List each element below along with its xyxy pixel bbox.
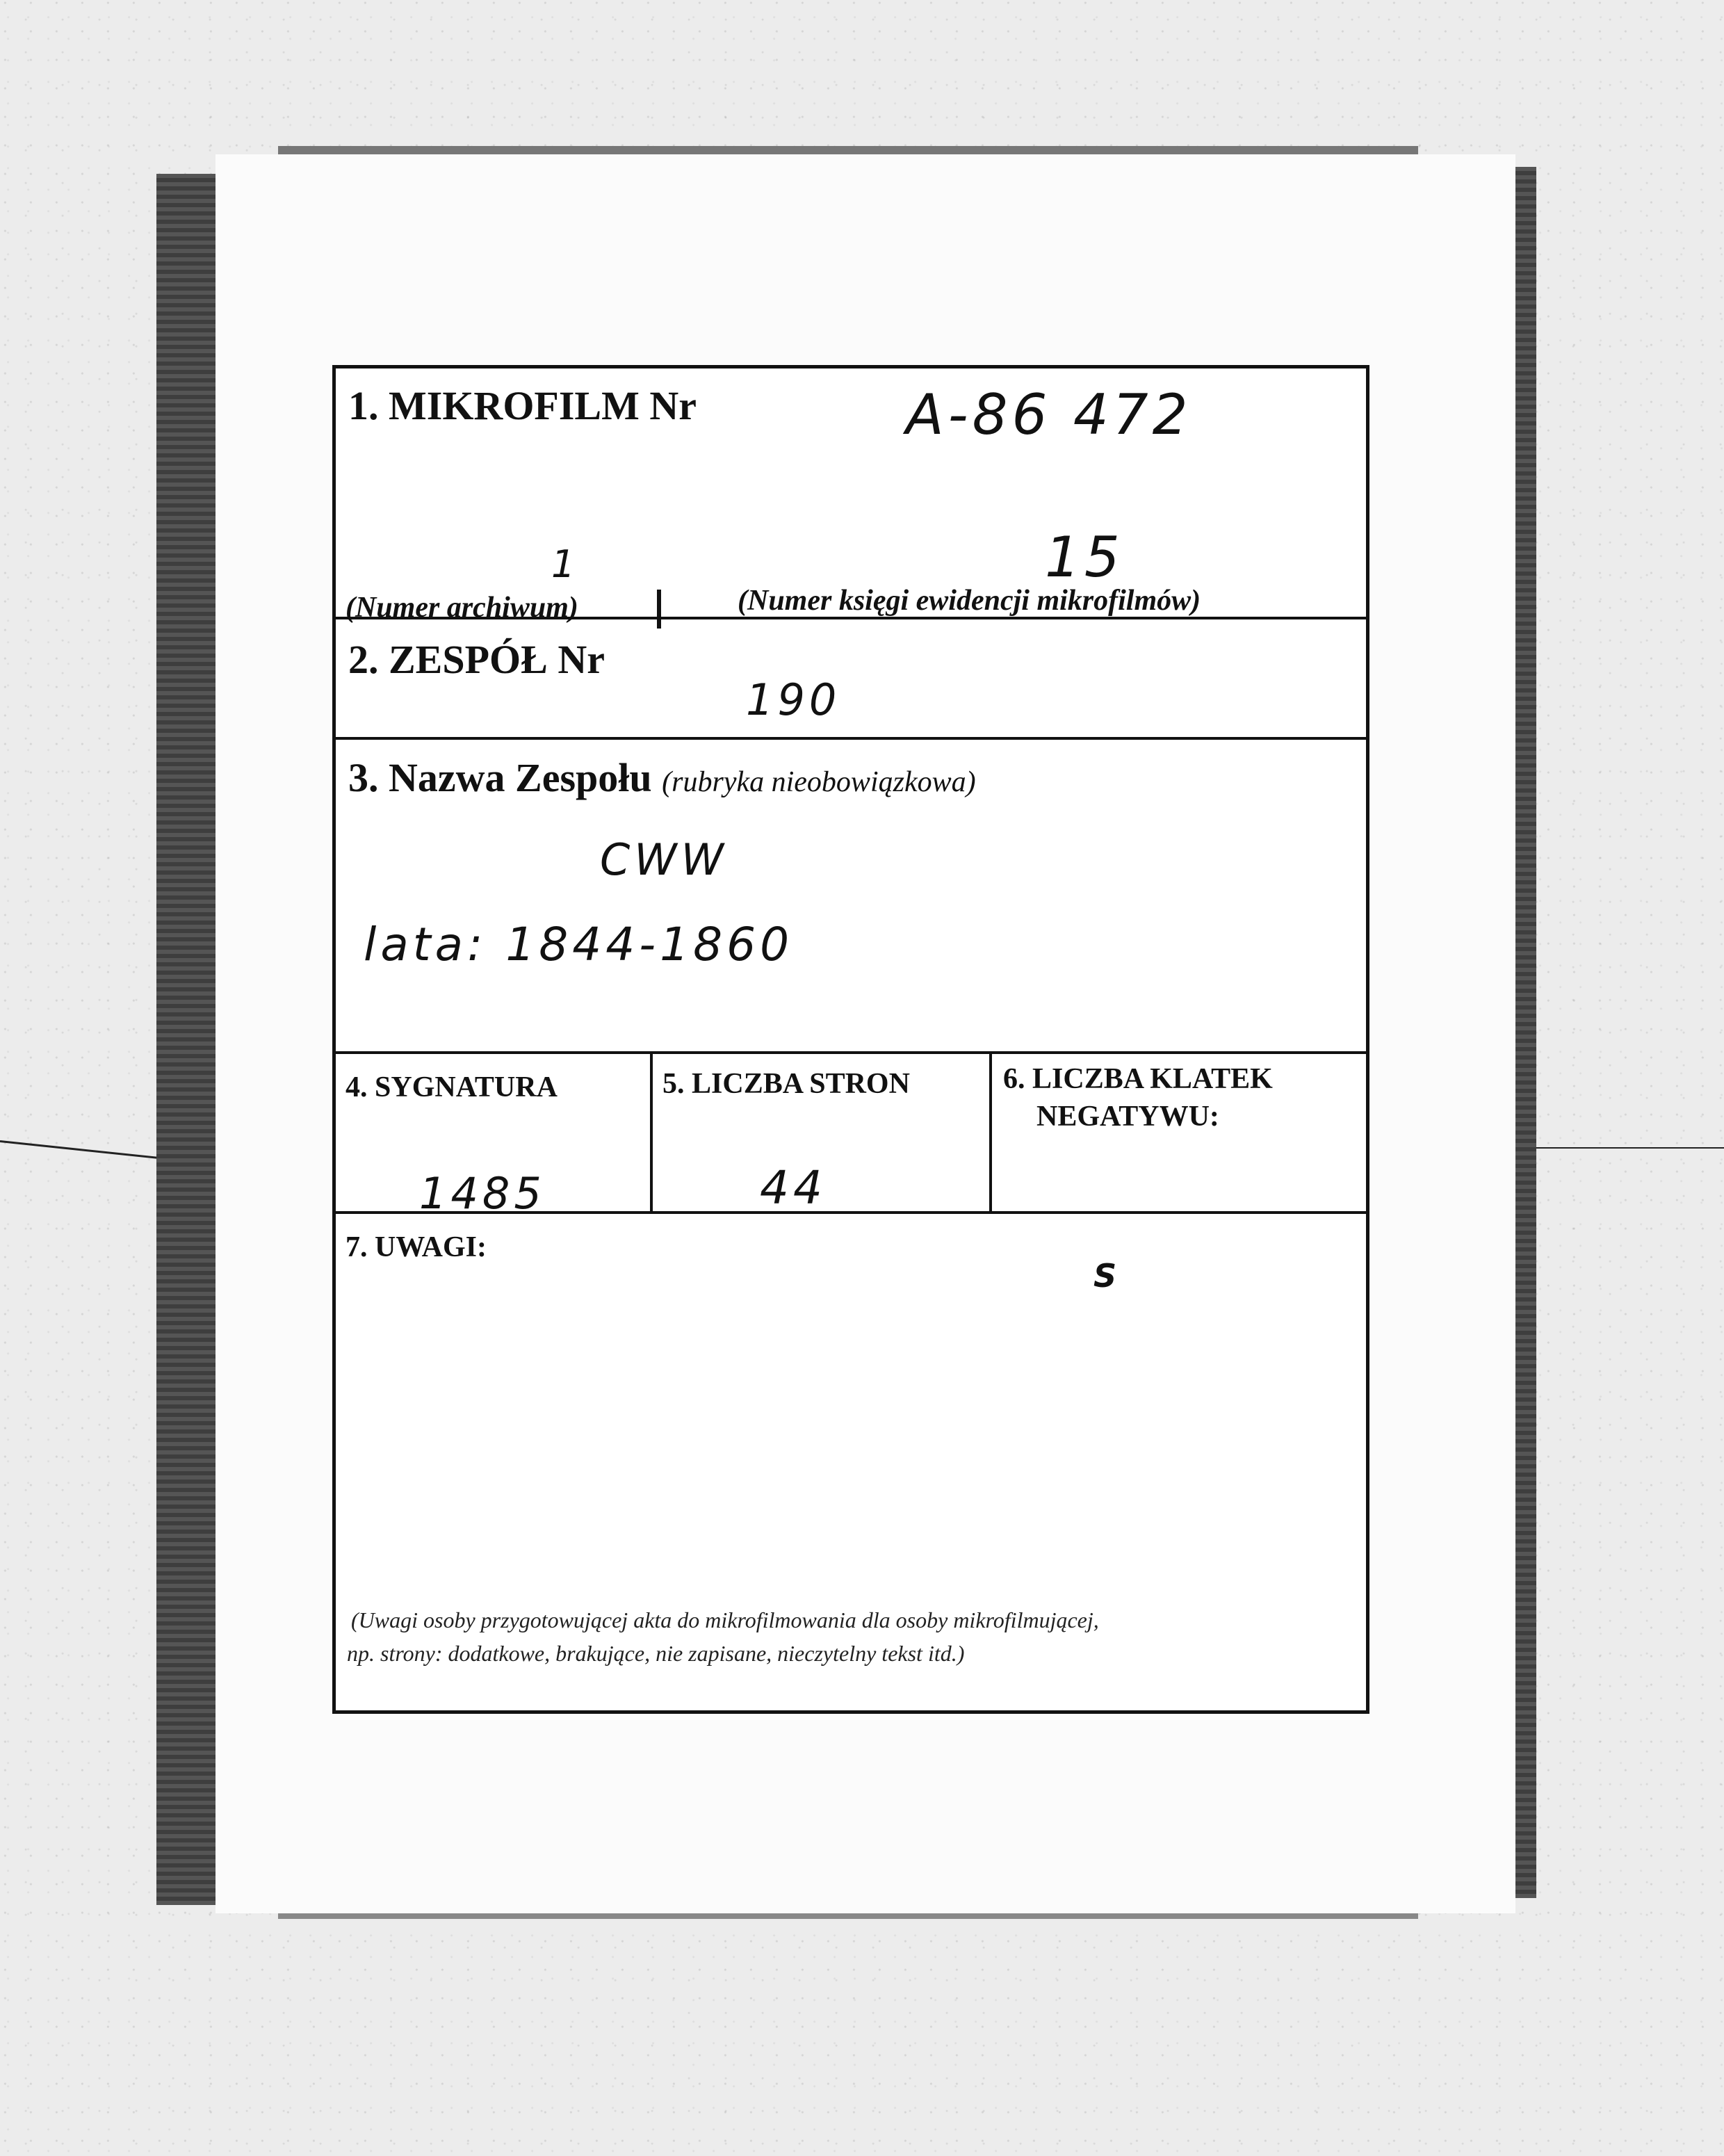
f6-label-line1: 6. LICZBA KLATEK <box>1003 1063 1273 1095</box>
f4-value-handwritten: 1485 <box>419 1168 546 1219</box>
f1-archive-number-handwritten: 1 <box>551 542 580 586</box>
f1-registry-caption: (Numer księgi ewidencji mikrofilmów) <box>738 585 1201 617</box>
microfilm-card <box>332 365 1369 1714</box>
f3-label-text: 3. Nazwa Zespołu <box>348 755 652 800</box>
f1-archive-number-caption: (Numer archiwum) <box>345 592 578 624</box>
film-strip-top <box>278 146 1418 154</box>
f3-label-note: (rubryka nieobowiązkowa) <box>662 766 976 798</box>
f3-label <box>348 754 976 801</box>
f3-years-handwritten: lata: 1844-1860 <box>364 918 794 971</box>
divider-4 <box>336 1211 1366 1214</box>
f5-value-handwritten: 44 <box>760 1161 827 1215</box>
divider-3 <box>336 1051 1366 1054</box>
f1-microfilm-number-handwritten: A-86 472 <box>906 382 1192 447</box>
f2-label: 2. ZESPÓŁ Nr <box>348 637 605 682</box>
f1-registry-number-handwritten: 15 <box>1045 525 1124 590</box>
caption-separator <box>657 590 661 629</box>
divider-5-6 <box>989 1051 992 1213</box>
f4-label: 4. SYGNATURA <box>345 1071 558 1103</box>
film-strip-left <box>156 174 218 1905</box>
f7-footer-line2: np. strony: dodatkowe, brakujące, nie zapisane, nieczytelny tekst itd.) <box>347 1641 965 1666</box>
f2-value-handwritten: 190 <box>746 674 841 725</box>
divider-1 <box>336 617 1366 619</box>
f7-footer-line1: (Uwagi osoby przygotowującej akta do mikrofilmowania dla osoby mikrofilmującej, <box>351 1607 1099 1632</box>
divider-2 <box>336 737 1366 740</box>
f7-mark-handwritten: S <box>1093 1257 1121 1295</box>
f7-label: 7. UWAGI: <box>345 1231 487 1263</box>
f3-value-handwritten: CWW <box>600 834 728 885</box>
f5-label: 5. LICZBA STRON <box>662 1068 910 1100</box>
f6-label-line2: NEGATYWU: <box>1036 1101 1219 1133</box>
divider-4-5 <box>650 1051 653 1213</box>
f1-label: 1. MIKROFILM Nr <box>348 383 697 428</box>
